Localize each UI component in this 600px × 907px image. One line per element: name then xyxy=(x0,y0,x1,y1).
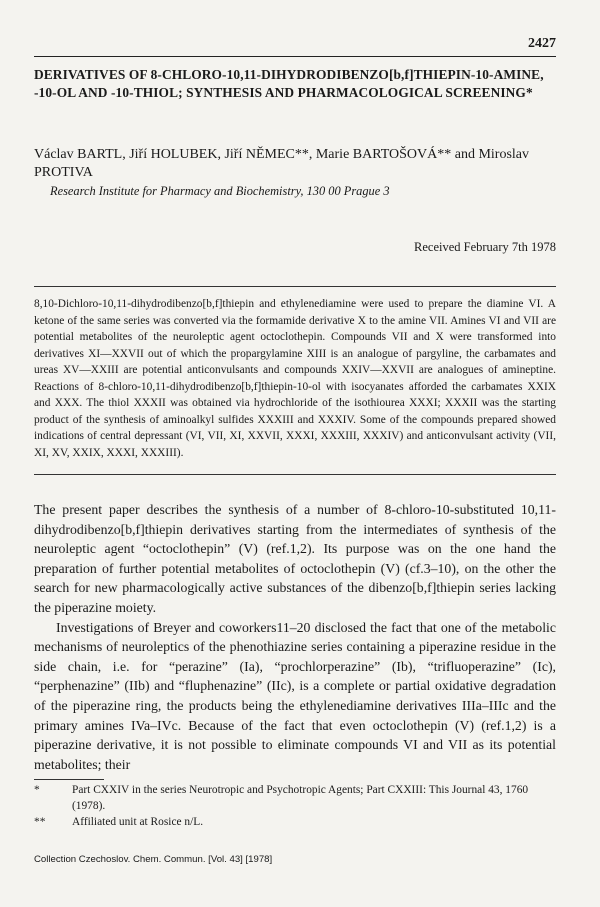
footnotes xyxy=(34,782,556,830)
journal-footer: Collection Czechoslov. Chem. Commun. [Vol. 43] [1978] xyxy=(34,854,273,865)
footnote-mark: * xyxy=(34,784,40,796)
header-rule xyxy=(34,56,556,57)
footnote xyxy=(34,782,556,814)
article-title: DERIVATIVES OF 8-CHLORO-10,11-DIHYDRODIBENZO[b,f]THIEPIN-10-AMINE, -10-OL AND -10-THIOL; SYNTHESIS AND PHARMACOLOGICAL SCREENING* xyxy=(34,67,544,100)
footnote-rule xyxy=(34,779,104,780)
paragraph: The present paper describes the synthesis of a number of 8-chloro-10-substituted 10,11-dihydrodibenzo[b,f]thiepin derivatives starting from the intermediates of synthesis of the neuroleptic agent “octoclothepin” (V) (ref.1,2). Its purpose was on the one hand the preparation of further potential metabolites of octoclothepin (V) (cf.3–10), on the other the search for new pharmacologically active substances of the dibenzo[b,f]thiepin series lacking the piperazine moiety. xyxy=(34,502,556,615)
affiliation: Research Institute for Pharmacy and Biochemistry, 130 00 Prague 3 xyxy=(50,184,390,198)
author-list: Václav BARTL, Jiří HOLUBEK, Jiří NĚMEC**, Marie BARTOŠOVÁ** and Miroslav PROTIVA xyxy=(34,147,530,180)
abstract-rule-bottom xyxy=(34,474,556,475)
footnote-text: Affiliated unit at Rosice n/L. xyxy=(72,816,204,828)
abstract: 8,10-Dichloro-10,11-dihydrodibenzo[b,f]thiepin and ethylenediamine were used to prepare the diamine VI. A ketone of the same series was converted via the formamide derivative X to the amine VII. Amines VI and VII are potential metabolites of the neuroleptic agent octoclothepin. Compounds VII and X were transformed into derivatives XI—XXVII out of which the propargylamine XIII is an analogue of pargyline, the carbamates and ureas XV—XXIII are potential anticonvulsants and compounds XXIV—XXVII are analogues of amineptine. Reactions of 8-chloro-10,11-dihydrodibenzo[b,f]thiepin-10-ol with isocyanates afforded the carbamates XXIX and XXX. The thiol XXXII was obtained via hydrochloride of the isothiourea XXXI; XXXII was the starting product of the synthesis of aminoalkyl sulfides XXXIII and XXXIV. Some of the compounds prepared showed indications of central depressant (VI, VII, XI, XXVII, XXXI, XXXIII, XXXIV) and anticonvulsant activity (VII, XI, XV, XXIX, XXXI, XXXIII). xyxy=(34,298,556,459)
body-text xyxy=(34,500,556,774)
paragraph: Investigations of Breyer and coworkers11–20 disclosed the fact that one of the metabolic mechanisms of neuroleptics of the phenothiazine series containing a piperazine residue in the side chain, i.e. for “perazine” (Ia), “prochlorperazine” (Ib), “trifluoperazine” (Ic), “perphenazine” (IIb) and “fluphenazine” (IIc), is a complete or partial oxidative degradation of the piperazine ring, the products being the ethylenediamine derivatives IIIa–IIIc and the primary amines IVa–IVc. Because of the fact that even octoclothepin (V) (ref.1,2) is a piperazine derivative, it is not possible to eliminate compounds VI and VII as its potential metabolites; their xyxy=(34,619,556,772)
footnote-mark: ** xyxy=(34,816,46,828)
page-number: 2427 xyxy=(528,36,556,51)
received-date: Received February 7th 1978 xyxy=(414,240,556,254)
abstract-rule-top xyxy=(34,286,556,287)
footnote-text: Part CXXIV in the series Neurotropic and Psychotropic Agents; Part CXXIII: This Journal 43, 1760 (1978). xyxy=(72,784,529,812)
footnote xyxy=(34,814,556,830)
